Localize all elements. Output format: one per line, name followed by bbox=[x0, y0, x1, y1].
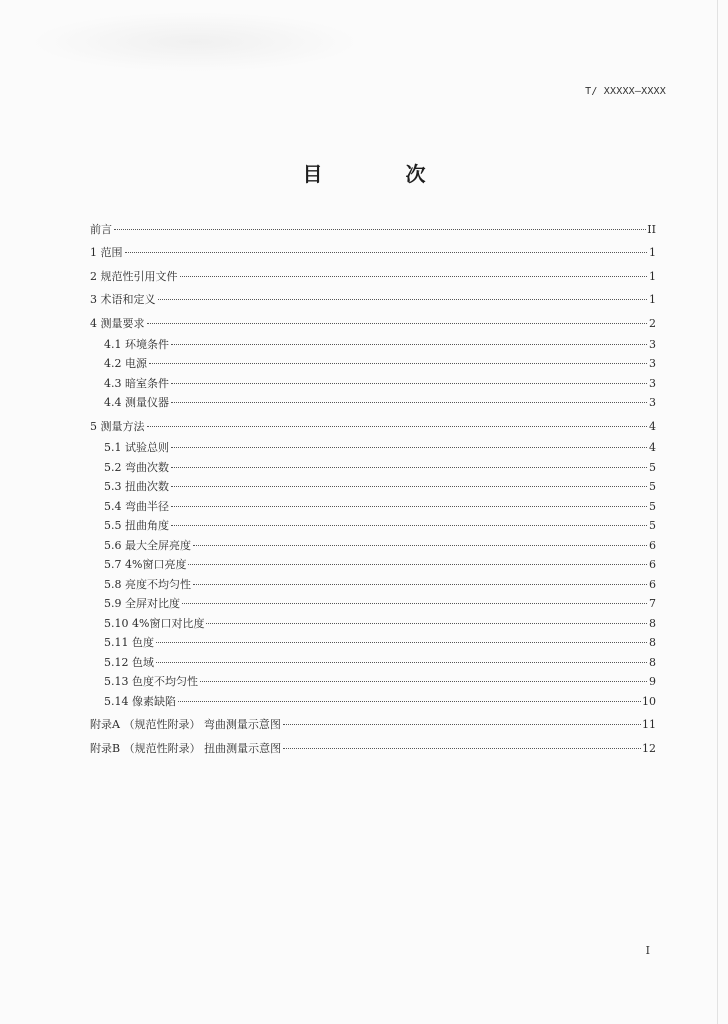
toc-entry-label: 5.7 4%窗口亮度 bbox=[104, 558, 187, 572]
toc-entry-label: 5.5 扭曲角度 bbox=[104, 519, 169, 533]
toc-entry-label: 5.6 最大全屏亮度 bbox=[104, 538, 191, 552]
toc-entry-page-number: 10 bbox=[642, 694, 656, 708]
toc-entry-label: 5.13 色度不均匀性 bbox=[104, 675, 198, 689]
toc-entry[interactable] bbox=[90, 653, 656, 673]
table-of-contents bbox=[90, 218, 656, 760]
toc-dot-leader bbox=[114, 229, 646, 230]
toc-entry-page-number: 5 bbox=[649, 519, 656, 533]
toc-entry-label: 5.9 全屏对比度 bbox=[104, 597, 180, 611]
toc-entry[interactable] bbox=[90, 354, 656, 374]
toc-entry-label: 附录B （规范性附录） 扭曲测量示意图 bbox=[90, 741, 282, 755]
toc-entry-label: 5.14 像素缺陷 bbox=[104, 694, 176, 708]
toc-entry-label: 5.12 色域 bbox=[104, 655, 154, 669]
page-number: I bbox=[645, 944, 650, 957]
toc-entry[interactable] bbox=[90, 692, 656, 712]
toc-entry[interactable] bbox=[90, 288, 656, 311]
toc-dot-leader bbox=[125, 252, 648, 253]
toc-dot-leader bbox=[180, 276, 648, 277]
toc-dot-leader bbox=[178, 701, 641, 702]
toc-entry-label: 5.2 弯曲次数 bbox=[104, 460, 169, 474]
toc-entry-page-number: 8 bbox=[649, 655, 656, 669]
toc-entry-page-number: 3 bbox=[649, 396, 656, 410]
toc-dot-leader bbox=[171, 344, 647, 345]
toc-entry[interactable] bbox=[90, 415, 656, 438]
toc-entry-label: 5.8 亮度不均匀性 bbox=[104, 577, 191, 591]
toc-dot-leader bbox=[193, 584, 647, 585]
toc-entry-page-number: 9 bbox=[649, 675, 656, 689]
toc-entry-page-number: 4 bbox=[649, 419, 656, 433]
toc-entry-page-number: 3 bbox=[649, 337, 656, 351]
toc-entry-page-number: 1 bbox=[649, 269, 656, 283]
toc-entry[interactable] bbox=[90, 218, 656, 241]
toc-dot-leader bbox=[206, 623, 647, 624]
toc-entry-label: 4.4 测量仪器 bbox=[104, 396, 169, 410]
toc-entry[interactable] bbox=[90, 555, 656, 575]
toc-entry[interactable] bbox=[90, 713, 656, 736]
toc-dot-leader bbox=[147, 426, 648, 427]
toc-entry-page-number: 4 bbox=[649, 441, 656, 455]
toc-entry[interactable] bbox=[90, 516, 656, 536]
toc-entry-label: 前言 bbox=[90, 223, 112, 236]
toc-entry-page-number: II bbox=[647, 223, 656, 236]
toc-dot-leader bbox=[182, 603, 647, 604]
toc-entry-page-number: 12 bbox=[642, 741, 656, 755]
toc-entry[interactable] bbox=[90, 737, 656, 760]
toc-entry[interactable] bbox=[90, 241, 656, 264]
toc-entry-label: 5.3 扭曲次数 bbox=[104, 480, 169, 494]
toc-entry[interactable] bbox=[90, 265, 656, 288]
toc-dot-leader bbox=[283, 748, 641, 749]
toc-entry-label: 1 范围 bbox=[90, 246, 123, 260]
toc-entry[interactable] bbox=[90, 458, 656, 478]
toc-dot-leader bbox=[171, 447, 647, 448]
toc-entry[interactable] bbox=[90, 614, 656, 634]
toc-entry[interactable] bbox=[90, 312, 656, 335]
toc-dot-leader bbox=[156, 662, 647, 663]
toc-dot-leader bbox=[193, 545, 647, 546]
toc-entry-page-number: 7 bbox=[649, 597, 656, 611]
toc-entry[interactable] bbox=[90, 374, 656, 394]
toc-entry-label: 4.1 环境条件 bbox=[104, 337, 169, 351]
toc-entry-label: 4.3 暗室条件 bbox=[104, 376, 169, 390]
toc-dot-leader bbox=[171, 506, 647, 507]
toc-entry-label: 3 术语和定义 bbox=[90, 293, 156, 307]
toc-entry[interactable] bbox=[90, 594, 656, 614]
toc-entry-label: 2 规范性引用文件 bbox=[90, 269, 178, 283]
toc-dot-leader bbox=[171, 402, 647, 403]
page-title: 目 次 bbox=[302, 162, 464, 186]
toc-entry-label: 5.11 色度 bbox=[104, 636, 154, 650]
toc-entry-page-number: 6 bbox=[649, 577, 656, 591]
toc-dot-leader bbox=[147, 323, 648, 324]
toc-entry-label: 5 测量方法 bbox=[90, 419, 145, 433]
toc-dot-leader bbox=[171, 525, 647, 526]
toc-entry-page-number: 3 bbox=[649, 357, 656, 371]
toc-entry-page-number: 6 bbox=[649, 538, 656, 552]
toc-entry[interactable] bbox=[90, 477, 656, 497]
toc-entry-page-number: 1 bbox=[649, 246, 656, 260]
toc-entry-page-number: 11 bbox=[642, 718, 656, 732]
toc-dot-leader bbox=[149, 363, 647, 364]
toc-entry[interactable] bbox=[90, 497, 656, 517]
toc-entry-label: 附录A （规范性附录） 弯曲测量示意图 bbox=[90, 718, 281, 732]
page-edge bbox=[717, 0, 718, 1024]
toc-entry[interactable] bbox=[90, 536, 656, 556]
scan-smudge bbox=[30, 12, 360, 72]
toc-entry-label: 5.1 试验总则 bbox=[104, 441, 169, 455]
toc-entry[interactable] bbox=[90, 672, 656, 692]
toc-dot-leader bbox=[188, 564, 647, 565]
toc-entry-page-number: 3 bbox=[649, 376, 656, 390]
toc-entry[interactable] bbox=[90, 633, 656, 653]
toc-entry-label: 5.4 弯曲半径 bbox=[104, 499, 169, 513]
toc-dot-leader bbox=[283, 724, 641, 725]
toc-entry-label: 4 测量要求 bbox=[90, 316, 145, 330]
document-number: T/ XXXXX—XXXX bbox=[585, 86, 666, 97]
toc-dot-leader bbox=[200, 681, 647, 682]
toc-entry-page-number: 5 bbox=[649, 499, 656, 513]
toc-entry[interactable] bbox=[90, 438, 656, 458]
toc-entry-page-number: 2 bbox=[649, 316, 656, 330]
toc-entry-page-number: 8 bbox=[649, 636, 656, 650]
toc-dot-leader bbox=[171, 486, 647, 487]
toc-dot-leader bbox=[158, 299, 648, 300]
toc-entry-label: 5.10 4%窗口对比度 bbox=[104, 616, 205, 630]
toc-entry-page-number: 6 bbox=[649, 558, 656, 572]
toc-dot-leader bbox=[171, 467, 647, 468]
toc-entry[interactable] bbox=[90, 335, 656, 355]
toc-entry[interactable] bbox=[90, 393, 656, 413]
toc-entry[interactable] bbox=[90, 575, 656, 595]
toc-entry-page-number: 5 bbox=[649, 460, 656, 474]
toc-entry-page-number: 5 bbox=[649, 480, 656, 494]
toc-entry-label: 4.2 电源 bbox=[104, 357, 147, 371]
toc-dot-leader bbox=[171, 383, 647, 384]
toc-entry-page-number: 1 bbox=[649, 293, 656, 307]
toc-dot-leader bbox=[156, 642, 647, 643]
toc-entry-page-number: 8 bbox=[649, 616, 656, 630]
